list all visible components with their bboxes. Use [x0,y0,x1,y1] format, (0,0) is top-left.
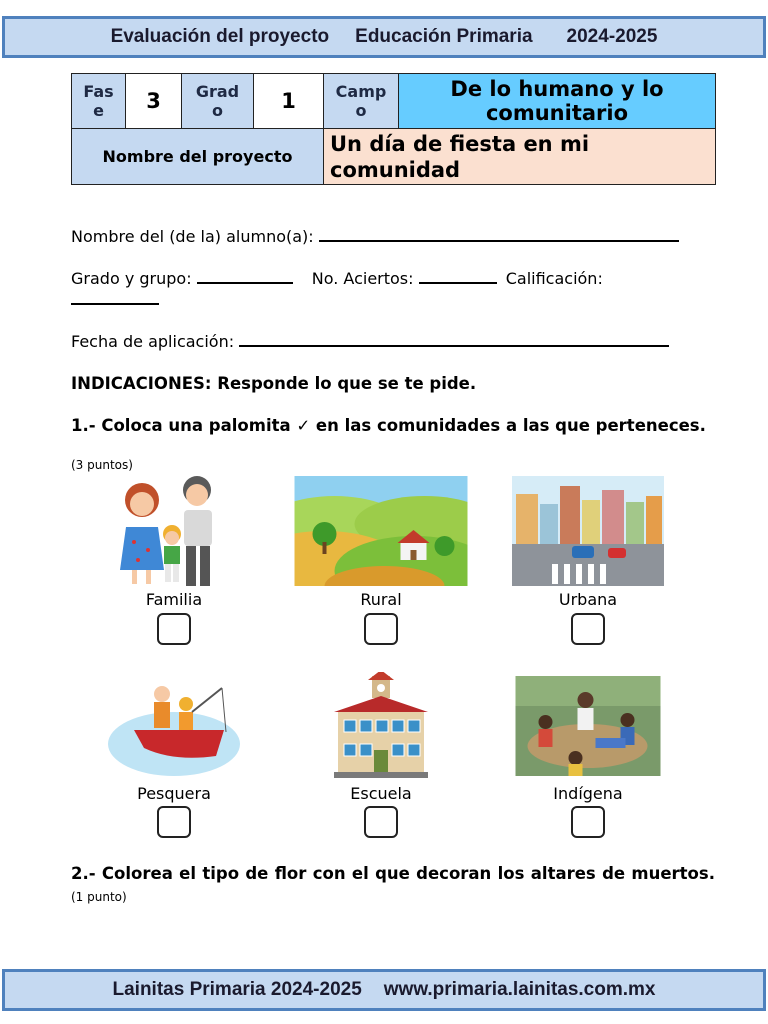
option-urbana-checkbox[interactable] [571,613,605,645]
footer-url[interactable]: www.primaria.lainitas.com.mx [383,979,656,1000]
option-escuela [286,668,476,848]
campo-value: De lo humano y lo comunitario [399,74,716,129]
option-urbana-label: Urbana [558,590,618,609]
grade-group-label: Grado y grupo: [71,269,192,288]
student-name-row [71,227,679,246]
grade-group-blank[interactable] [197,270,293,284]
student-name-blank[interactable] [319,228,679,242]
grado-label: Grado [182,74,254,129]
aciertos-label: No. Aciertos: [311,269,414,288]
option-pesquera-checkbox[interactable] [157,806,191,838]
fase-label: Fase [72,74,126,129]
header-title: Evaluación del proyecto [110,26,330,47]
urban-city-illustration [512,476,664,586]
family-illustration [104,472,244,590]
option-familia [79,470,269,650]
footer-banner [2,969,766,1011]
instructions: INDICACIONES: Responde lo que se te pide. [71,374,477,393]
option-indigena-checkbox[interactable] [571,806,605,838]
option-familia-label: Familia [145,590,203,609]
option-rural [286,470,476,650]
option-pesquera [79,668,269,848]
option-urbana [493,470,683,650]
option-rural-label: Rural [360,590,402,609]
question-1-text: 1.- Coloca una palomita ✓ en las comunidades a las que perteneces. [71,416,706,435]
fishing-boat-illustration [104,672,244,782]
date-label: Fecha de aplicación: [71,332,235,351]
rural-landscape-illustration [295,476,468,586]
option-indigena-label: Indígena [553,784,623,803]
footer-brand: Lainitas Primaria 2024-2025 [112,979,362,1000]
header-banner [2,16,766,58]
fase-value: 3 [126,74,182,129]
option-escuela-checkbox[interactable] [364,806,398,838]
option-pesquera-label: Pesquera [137,784,211,803]
grade-row [71,269,715,288]
calificacion-label: Calificación: [505,269,603,288]
date-blank[interactable] [239,333,669,347]
indigenous-community-illustration [516,676,661,776]
school-building-illustration [332,672,430,780]
header-year: 2024-2025 [566,26,658,47]
proyecto-value: Un día de fiesta en mi comunidad [324,129,716,185]
calificacion-blank[interactable] [71,291,159,305]
question-1-points: (3 puntos) [71,458,133,472]
campo-label: Campo [324,74,399,129]
student-name-label: Nombre del (de la) alumno(a): [71,227,314,246]
grado-value: 1 [254,74,324,129]
option-rural-checkbox[interactable] [364,613,398,645]
proyecto-label: Nombre del proyecto [72,129,324,185]
question-2-text: 2.- Colorea el tipo de flor con el que decoran los altares de muertos. [71,864,715,883]
option-familia-checkbox[interactable] [157,613,191,645]
date-row [71,332,669,351]
header-level: Educación Primaria [355,26,533,47]
question-1 [71,415,715,437]
project-info-table [71,73,716,185]
option-indigena [493,668,683,848]
question-2 [71,863,715,908]
option-escuela-label: Escuela [350,784,412,803]
question-2-points: (1 punto) [71,890,127,904]
aciertos-blank[interactable] [419,270,497,284]
calificacion-blank-row [71,290,159,309]
